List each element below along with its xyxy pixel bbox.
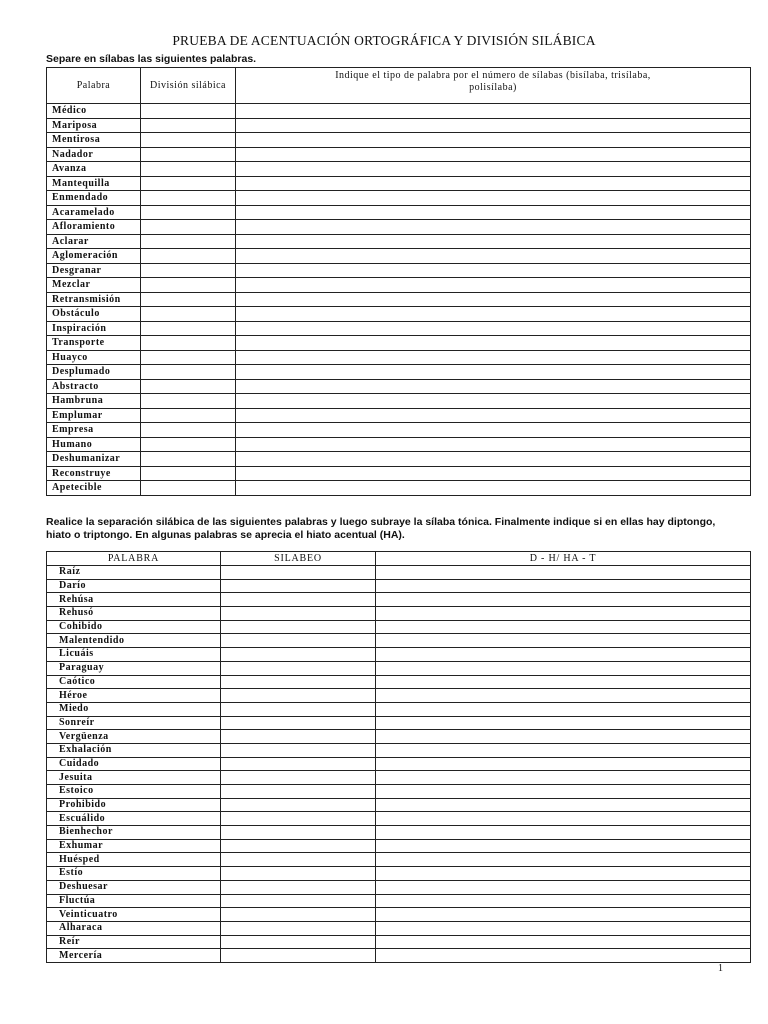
table-row bbox=[47, 949, 751, 963]
syllable-division-table bbox=[46, 67, 751, 496]
table-row bbox=[47, 935, 751, 949]
word-cell: Obstáculo bbox=[47, 307, 141, 322]
answer-cell[interactable] bbox=[221, 771, 376, 785]
answer-cell[interactable] bbox=[141, 249, 236, 264]
answer-cell[interactable] bbox=[236, 104, 751, 119]
instruction-section1: Separe en sílabas las siguientes palabras. bbox=[46, 53, 257, 65]
answer-cell[interactable] bbox=[236, 321, 751, 336]
answer-cell[interactable] bbox=[221, 620, 376, 634]
answer-cell[interactable] bbox=[221, 921, 376, 935]
word-cell: Cohibido bbox=[47, 620, 221, 634]
answer-cell[interactable] bbox=[376, 702, 751, 716]
word-cell: Prohibido bbox=[47, 798, 221, 812]
answer-cell[interactable] bbox=[236, 278, 751, 293]
table-row bbox=[47, 365, 751, 380]
word-cell: Exhalación bbox=[47, 743, 221, 757]
answer-cell[interactable] bbox=[221, 689, 376, 703]
table-row bbox=[47, 205, 751, 220]
word-cell: Abstracto bbox=[47, 379, 141, 394]
answer-cell[interactable] bbox=[141, 481, 236, 496]
answer-cell[interactable] bbox=[221, 798, 376, 812]
answer-cell[interactable] bbox=[221, 935, 376, 949]
answer-cell[interactable] bbox=[141, 147, 236, 162]
word-cell: Mantequilla bbox=[47, 176, 141, 191]
table-row bbox=[47, 921, 751, 935]
table-row bbox=[47, 423, 751, 438]
answer-cell[interactable] bbox=[236, 292, 751, 307]
answer-cell[interactable] bbox=[376, 675, 751, 689]
table-row bbox=[47, 292, 751, 307]
answer-cell[interactable] bbox=[221, 908, 376, 922]
answer-cell[interactable] bbox=[376, 716, 751, 730]
word-cell: Cuidado bbox=[47, 757, 221, 771]
table-row bbox=[47, 798, 751, 812]
word-cell: Aclarar bbox=[47, 234, 141, 249]
answer-cell[interactable] bbox=[221, 607, 376, 621]
page-title: PRUEBA DE ACENTUACIÓN ORTOGRÁFICA Y DIVISIÓN SILÁBICA bbox=[172, 33, 596, 48]
header-palabra-2: PALABRA bbox=[47, 552, 221, 566]
answer-cell[interactable] bbox=[236, 220, 751, 235]
table-row bbox=[47, 648, 751, 662]
word-cell: Nadador bbox=[47, 147, 141, 162]
word-cell: Escuálido bbox=[47, 812, 221, 826]
table-row bbox=[47, 307, 751, 322]
answer-cell[interactable] bbox=[141, 133, 236, 148]
word-cell: Apetecible bbox=[47, 481, 141, 496]
table-row bbox=[47, 437, 751, 452]
answer-cell[interactable] bbox=[376, 826, 751, 840]
word-cell: Huayco bbox=[47, 350, 141, 365]
answer-cell[interactable] bbox=[221, 675, 376, 689]
table-row bbox=[47, 593, 751, 607]
answer-cell[interactable] bbox=[376, 634, 751, 648]
word-cell: Deshuesar bbox=[47, 880, 221, 894]
answer-cell[interactable] bbox=[376, 935, 751, 949]
word-cell: Rehusó bbox=[47, 607, 221, 621]
answer-cell[interactable] bbox=[376, 566, 751, 580]
answer-cell[interactable] bbox=[221, 812, 376, 826]
answer-cell[interactable] bbox=[376, 867, 751, 881]
word-cell: Exhumar bbox=[47, 839, 221, 853]
table-row bbox=[47, 661, 751, 675]
word-cell: Avanza bbox=[47, 162, 141, 177]
word-cell: Reír bbox=[47, 935, 221, 949]
table-row bbox=[47, 176, 751, 191]
diphthong-hiatus-table bbox=[46, 551, 751, 963]
answer-cell[interactable] bbox=[236, 437, 751, 452]
answer-cell[interactable] bbox=[376, 771, 751, 785]
word-cell: Humano bbox=[47, 437, 141, 452]
answer-cell[interactable] bbox=[376, 908, 751, 922]
table-row bbox=[47, 162, 751, 177]
header-dh-ha-t: D - H/ HA - T bbox=[376, 552, 751, 566]
table-row bbox=[47, 278, 751, 293]
table-row bbox=[47, 394, 751, 409]
word-cell: Transporte bbox=[47, 336, 141, 351]
word-cell: Inspiración bbox=[47, 321, 141, 336]
answer-cell[interactable] bbox=[376, 894, 751, 908]
answer-cell[interactable] bbox=[221, 757, 376, 771]
table-row bbox=[47, 839, 751, 853]
answer-cell[interactable] bbox=[221, 648, 376, 662]
answer-cell[interactable] bbox=[376, 620, 751, 634]
answer-cell[interactable] bbox=[376, 880, 751, 894]
answer-cell[interactable] bbox=[221, 566, 376, 580]
answer-cell[interactable] bbox=[141, 379, 236, 394]
word-cell: Jesuita bbox=[47, 771, 221, 785]
answer-cell[interactable] bbox=[236, 379, 751, 394]
word-cell: Mercería bbox=[47, 949, 221, 963]
word-cell: Alharaca bbox=[47, 921, 221, 935]
answer-cell[interactable] bbox=[141, 176, 236, 191]
table-row bbox=[47, 689, 751, 703]
word-cell: Bienhechor bbox=[47, 826, 221, 840]
answer-cell[interactable] bbox=[141, 162, 236, 177]
answer-cell[interactable] bbox=[236, 423, 751, 438]
table-row bbox=[47, 880, 751, 894]
table-row bbox=[47, 452, 751, 467]
answer-cell[interactable] bbox=[141, 234, 236, 249]
answer-cell[interactable] bbox=[221, 743, 376, 757]
table-row bbox=[47, 675, 751, 689]
answer-cell[interactable] bbox=[221, 785, 376, 799]
diphthong-hiatus-table-body bbox=[47, 566, 751, 963]
table-row bbox=[47, 466, 751, 481]
word-cell: Reconstruye bbox=[47, 466, 141, 481]
table-row bbox=[47, 147, 751, 162]
answer-cell[interactable] bbox=[221, 826, 376, 840]
word-cell: Darío bbox=[47, 579, 221, 593]
table-row bbox=[47, 607, 751, 621]
header-palabra: Palabra bbox=[47, 68, 141, 104]
table-row bbox=[47, 716, 751, 730]
table-row bbox=[47, 702, 751, 716]
answer-cell[interactable] bbox=[141, 321, 236, 336]
word-cell: Veinticuatro bbox=[47, 908, 221, 922]
word-cell: Fluctúa bbox=[47, 894, 221, 908]
word-cell: Caótico bbox=[47, 675, 221, 689]
table-row bbox=[47, 234, 751, 249]
word-cell: Sonreír bbox=[47, 716, 221, 730]
word-cell: Deshumanizar bbox=[47, 452, 141, 467]
answer-cell[interactable] bbox=[221, 661, 376, 675]
answer-cell[interactable] bbox=[236, 408, 751, 423]
answer-cell[interactable] bbox=[376, 607, 751, 621]
answer-cell[interactable] bbox=[141, 205, 236, 220]
answer-cell[interactable] bbox=[141, 118, 236, 133]
word-cell: Afloramiento bbox=[47, 220, 141, 235]
word-cell: Estío bbox=[47, 867, 221, 881]
page-number: 1 bbox=[718, 963, 723, 974]
table-row bbox=[47, 908, 751, 922]
answer-cell[interactable] bbox=[236, 350, 751, 365]
answer-cell[interactable] bbox=[376, 689, 751, 703]
answer-cell[interactable] bbox=[236, 147, 751, 162]
answer-cell[interactable] bbox=[141, 437, 236, 452]
word-cell: Mariposa bbox=[47, 118, 141, 133]
table-row bbox=[47, 634, 751, 648]
answer-cell[interactable] bbox=[221, 880, 376, 894]
answer-cell[interactable] bbox=[221, 579, 376, 593]
answer-cell[interactable] bbox=[221, 949, 376, 963]
word-cell: Mentirosa bbox=[47, 133, 141, 148]
answer-cell[interactable] bbox=[236, 365, 751, 380]
answer-cell[interactable] bbox=[376, 579, 751, 593]
answer-cell[interactable] bbox=[376, 785, 751, 799]
answer-cell[interactable] bbox=[376, 648, 751, 662]
table-row bbox=[47, 321, 751, 336]
word-cell: Mezclar bbox=[47, 278, 141, 293]
answer-cell[interactable] bbox=[236, 481, 751, 496]
table-row bbox=[47, 263, 751, 278]
word-cell: Desplumado bbox=[47, 365, 141, 380]
word-cell: Miedo bbox=[47, 702, 221, 716]
table-row bbox=[47, 812, 751, 826]
table-row bbox=[47, 566, 751, 580]
answer-cell[interactable] bbox=[236, 205, 751, 220]
table-row bbox=[47, 104, 751, 119]
answer-cell[interactable] bbox=[236, 162, 751, 177]
word-cell: Emplumar bbox=[47, 408, 141, 423]
answer-cell[interactable] bbox=[141, 104, 236, 119]
answer-cell[interactable] bbox=[221, 853, 376, 867]
table-row bbox=[47, 408, 751, 423]
word-cell: Raíz bbox=[47, 566, 221, 580]
table-row bbox=[47, 730, 751, 744]
answer-cell[interactable] bbox=[376, 593, 751, 607]
answer-cell[interactable] bbox=[376, 839, 751, 853]
answer-cell[interactable] bbox=[376, 921, 751, 935]
answer-cell[interactable] bbox=[221, 730, 376, 744]
word-cell: Enmendado bbox=[47, 191, 141, 206]
word-cell: Empresa bbox=[47, 423, 141, 438]
table-row bbox=[47, 579, 751, 593]
word-cell: Licuáis bbox=[47, 648, 221, 662]
header-division-silabica: División silábica bbox=[141, 68, 236, 104]
table-row bbox=[47, 379, 751, 394]
word-cell: Héroe bbox=[47, 689, 221, 703]
instruction-section2: Realice la separación silábica de las siguientes palabras y luego subraye la sílaba tónica. Finalmente indique si en ellas hay diptongo, hiato o triptongo. En algunas palabras se aprecia el hiato acentual (HA). bbox=[46, 516, 716, 541]
answer-cell[interactable] bbox=[141, 278, 236, 293]
answer-cell[interactable] bbox=[141, 220, 236, 235]
table-row bbox=[47, 336, 751, 351]
word-cell: Estoico bbox=[47, 785, 221, 799]
answer-cell[interactable] bbox=[236, 466, 751, 481]
answer-cell[interactable] bbox=[376, 949, 751, 963]
answer-cell[interactable] bbox=[221, 839, 376, 853]
table-row bbox=[47, 191, 751, 206]
answer-cell[interactable] bbox=[141, 307, 236, 322]
answer-cell[interactable] bbox=[376, 743, 751, 757]
answer-cell[interactable] bbox=[236, 133, 751, 148]
word-cell: Desgranar bbox=[47, 263, 141, 278]
word-cell: Huésped bbox=[47, 853, 221, 867]
answer-cell[interactable] bbox=[141, 365, 236, 380]
answer-cell[interactable] bbox=[141, 350, 236, 365]
word-cell: Paraguay bbox=[47, 661, 221, 675]
answer-cell[interactable] bbox=[221, 634, 376, 648]
table-row bbox=[47, 771, 751, 785]
answer-cell[interactable] bbox=[236, 118, 751, 133]
answer-cell[interactable] bbox=[141, 423, 236, 438]
answer-cell[interactable] bbox=[221, 867, 376, 881]
word-cell: Vergüenza bbox=[47, 730, 221, 744]
table-row bbox=[47, 826, 751, 840]
answer-cell[interactable] bbox=[141, 263, 236, 278]
answer-cell[interactable] bbox=[376, 730, 751, 744]
answer-cell[interactable] bbox=[236, 307, 751, 322]
answer-cell[interactable] bbox=[376, 853, 751, 867]
answer-cell[interactable] bbox=[236, 263, 751, 278]
table-row bbox=[47, 249, 751, 264]
word-cell: Acaramelado bbox=[47, 205, 141, 220]
answer-cell[interactable] bbox=[236, 234, 751, 249]
answer-cell[interactable] bbox=[236, 191, 751, 206]
answer-cell[interactable] bbox=[141, 191, 236, 206]
answer-cell[interactable] bbox=[141, 394, 236, 409]
word-cell: Aglomeración bbox=[47, 249, 141, 264]
answer-cell[interactable] bbox=[221, 593, 376, 607]
answer-cell[interactable] bbox=[141, 452, 236, 467]
table-row bbox=[47, 757, 751, 771]
table-row bbox=[47, 481, 751, 496]
answer-cell[interactable] bbox=[141, 336, 236, 351]
header-silabeo: SILABEO bbox=[221, 552, 376, 566]
answer-cell[interactable] bbox=[221, 894, 376, 908]
answer-cell[interactable] bbox=[141, 408, 236, 423]
word-cell: Médico bbox=[47, 104, 141, 119]
word-cell: Hambruna bbox=[47, 394, 141, 409]
table-row bbox=[47, 894, 751, 908]
answer-cell[interactable] bbox=[236, 176, 751, 191]
table-row bbox=[47, 867, 751, 881]
answer-cell[interactable] bbox=[376, 661, 751, 675]
answer-cell[interactable] bbox=[221, 702, 376, 716]
answer-cell[interactable] bbox=[141, 466, 236, 481]
table-row bbox=[47, 853, 751, 867]
answer-cell[interactable] bbox=[141, 292, 236, 307]
answer-cell[interactable] bbox=[376, 757, 751, 771]
word-cell: Retransmisión bbox=[47, 292, 141, 307]
answer-cell[interactable] bbox=[236, 336, 751, 351]
table-row bbox=[47, 118, 751, 133]
answer-cell[interactable] bbox=[376, 798, 751, 812]
word-cell: Rehúsa bbox=[47, 593, 221, 607]
answer-cell[interactable] bbox=[236, 249, 751, 264]
answer-cell[interactable] bbox=[221, 716, 376, 730]
table-row bbox=[47, 785, 751, 799]
answer-cell[interactable] bbox=[236, 452, 751, 467]
table-row bbox=[47, 220, 751, 235]
syllable-division-table-body bbox=[47, 104, 751, 496]
table-row bbox=[47, 620, 751, 634]
header-tipo-palabra: Indique el tipo de palabra por el número de sílabas (bisílaba, trisílaba, polisílaba) bbox=[236, 68, 751, 104]
word-cell: Malentendido bbox=[47, 634, 221, 648]
answer-cell[interactable] bbox=[236, 394, 751, 409]
answer-cell[interactable] bbox=[376, 812, 751, 826]
table-row bbox=[47, 743, 751, 757]
table-row bbox=[47, 133, 751, 148]
table-row bbox=[47, 350, 751, 365]
